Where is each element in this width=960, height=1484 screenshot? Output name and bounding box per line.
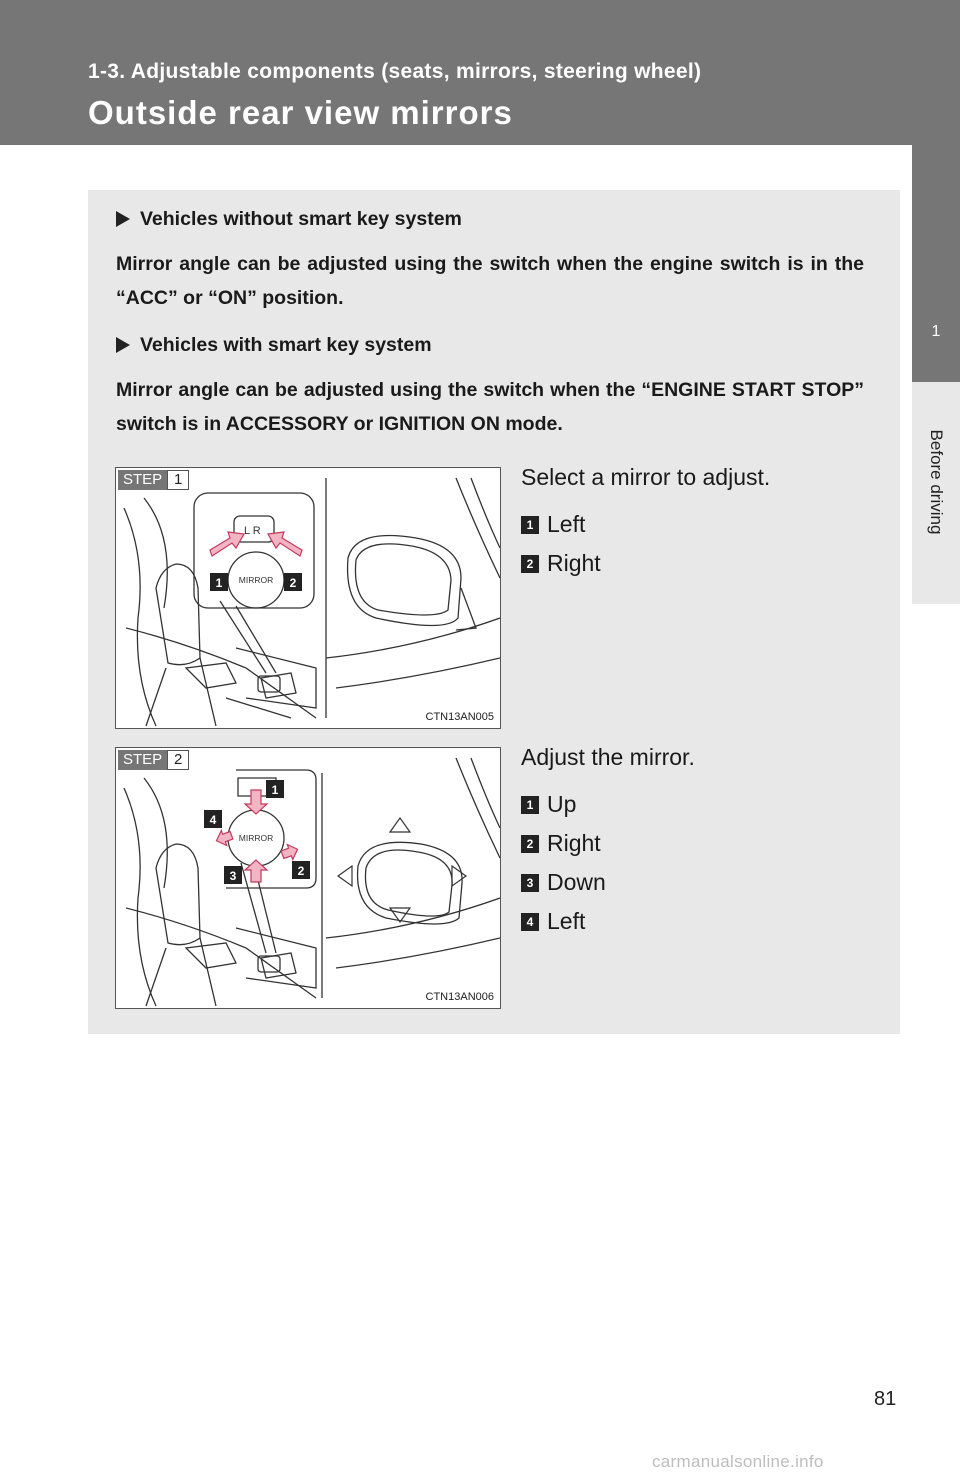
page-number: 81 bbox=[874, 1388, 897, 1410]
mirror-adjust-drawing bbox=[116, 748, 500, 1008]
mirror-switch-drawing bbox=[116, 468, 500, 728]
page-title: Outside rear view mirrors bbox=[88, 94, 513, 131]
down-arrow-icon bbox=[245, 860, 267, 882]
left-arrow-icon bbox=[210, 532, 244, 556]
number-box-icon: 1 bbox=[521, 796, 539, 814]
paragraph-no-smart-key: Mirror angle can be adjusted using the switch when the engine switch is in the “ACC” or “ON” position. bbox=[116, 253, 864, 309]
bullet-heading-no-smart-key: Vehicles without smart key system bbox=[116, 208, 462, 231]
step1-instruction: Select a mirror to adjust. bbox=[521, 464, 771, 490]
right-arrow-icon bbox=[268, 532, 302, 556]
chapter-tab-label: Before driving bbox=[927, 429, 946, 535]
up-arrow-icon bbox=[245, 790, 267, 814]
mirror-switch-label: MIRROR bbox=[238, 833, 274, 843]
svg-text:1: 1 bbox=[215, 576, 223, 590]
step2-badge: STEP 2 bbox=[118, 750, 189, 770]
page-header bbox=[0, 0, 960, 145]
svg-text:1: 1 bbox=[271, 783, 279, 797]
image-code: CTN13AN005 bbox=[425, 711, 494, 723]
arrow-bullet-icon bbox=[116, 337, 130, 353]
step2-item-down: 3 Down bbox=[521, 869, 606, 896]
svg-text:2: 2 bbox=[289, 576, 297, 590]
step2-item-left: 4 Left bbox=[521, 908, 585, 935]
step2-item-right: 2 Right bbox=[521, 830, 601, 857]
step1-item-right: 2 Right bbox=[521, 550, 601, 577]
left-arrow-icon bbox=[214, 828, 235, 849]
step2-item-up: 1 Up bbox=[521, 791, 576, 818]
paragraph-smart-key: Mirror angle can be adjusted using the switch when the “ENGINE START STOP” switch is in ACCESSORY or IGNITION ON mode. bbox=[116, 379, 864, 435]
mirror-switch-label: MIRROR bbox=[238, 575, 274, 585]
number-box-icon: 4 bbox=[521, 913, 539, 931]
bullet-heading-smart-key: Vehicles with smart key system bbox=[116, 334, 432, 357]
step1-illustration bbox=[115, 467, 501, 729]
chapter-tab-number: 1 bbox=[912, 145, 960, 382]
arrow-bullet-icon bbox=[116, 211, 130, 227]
number-box-icon: 3 bbox=[521, 874, 539, 892]
watermark: carmanualsonline.info bbox=[652, 1452, 824, 1471]
content-panel bbox=[88, 190, 900, 1034]
step2-instruction: Adjust the mirror. bbox=[521, 744, 695, 770]
chapter-tab bbox=[912, 382, 960, 604]
lr-label: L R bbox=[244, 525, 261, 537]
svg-text:3: 3 bbox=[229, 869, 237, 883]
svg-text:2: 2 bbox=[297, 864, 305, 878]
step1-badge: STEP 1 bbox=[118, 470, 189, 490]
image-code: CTN13AN006 bbox=[425, 991, 494, 1003]
step2-illustration bbox=[115, 747, 501, 1009]
section-title: 1-3. Adjustable components (seats, mirrors, steering wheel) bbox=[88, 60, 702, 83]
number-box-icon: 1 bbox=[521, 516, 539, 534]
step1-item-left: 1 Left bbox=[521, 511, 585, 538]
number-box-icon: 2 bbox=[521, 835, 539, 853]
svg-text:4: 4 bbox=[209, 813, 217, 827]
number-box-icon: 2 bbox=[521, 555, 539, 573]
